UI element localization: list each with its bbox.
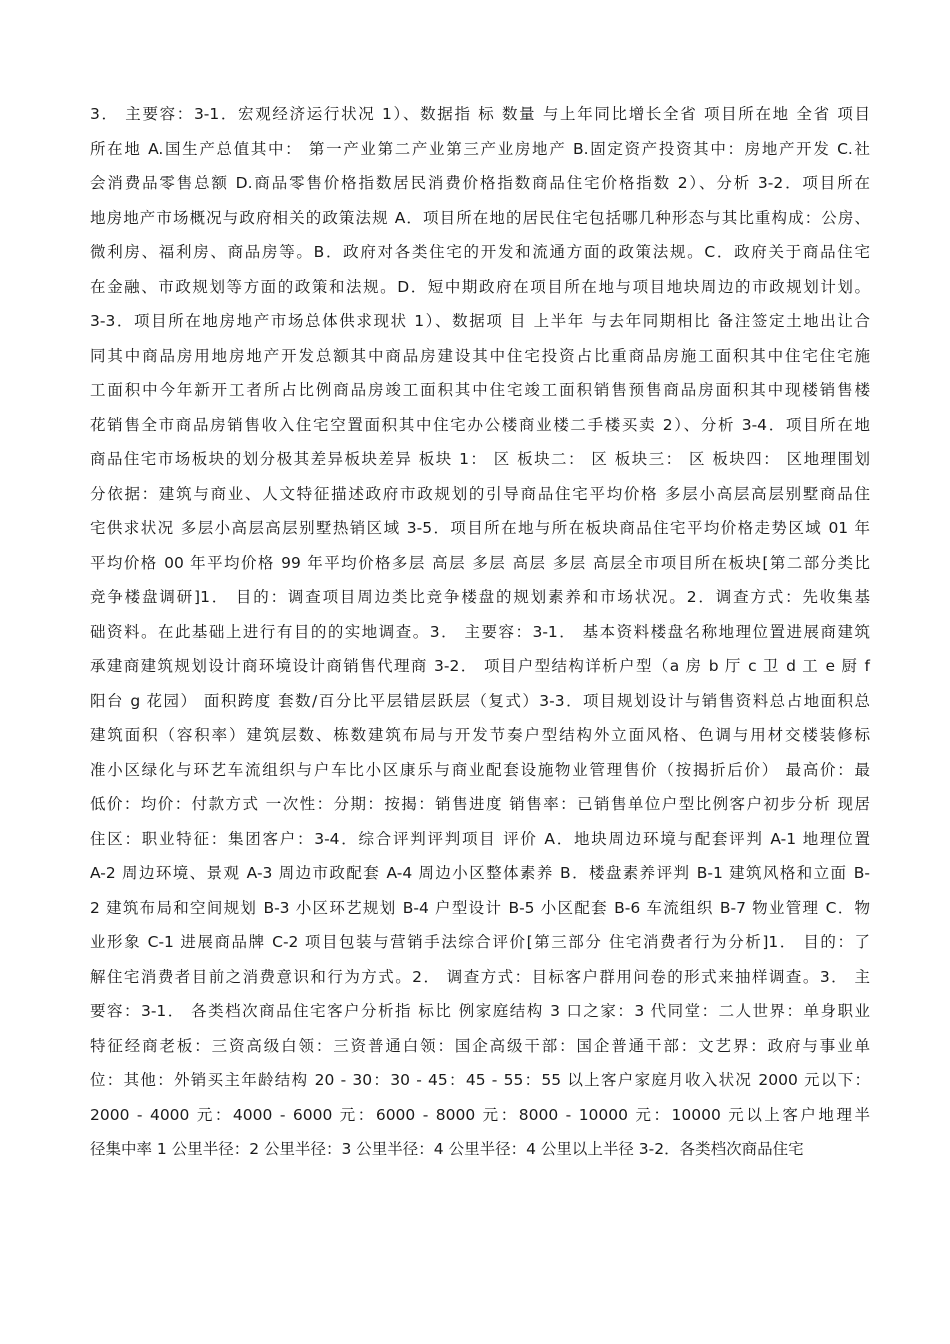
text-line: 微利房、福利房、商品房等。B．政府对各类住宅的开发和流通方面的政策法规。C．政府关于商品住宅 (90, 243, 870, 261)
text-line: 2000 - 4000 元：4000 - 6000 元：6000 - 8000 元：8000 - 10000 元：10000 元以上客户地理半 (90, 1105, 870, 1124)
text-line: 同其中商品房用地房地产开发总额其中商品房建设其中住宅投资占比重商品房施工面积其中住宅住宅施 (90, 346, 870, 365)
text-line: 阳台 g 花园） 面积跨度 套数/百分比平层错层跃层（复式）3-3．项目规划设计与销售资料总占地面积总 (90, 691, 870, 710)
text-line: 在金融、市政规划等方面的政策和法规。D．短中期政府在项目所在地与项目地块周边的市政规划计划。 (90, 277, 870, 296)
text-line: 2 建筑布局和空间规划 B-3 小区环艺规划 B-4 户型设计 B-5 小区配套 B-6 车流组织 B-7 物业管理 C．物 (90, 898, 870, 917)
text-line: 地房地产市场概况与政府相关的政策法规 A．项目所在地的居民住宅包括哪几种形态与其比重构成：公房、 (90, 208, 870, 227)
text-line: 所在地 A.国生产总值其中： 第一产业第二产业第三产业房地产 B.固定资产投资其中：房地产开发 C.社 (90, 139, 870, 158)
text-line: A-2 周边环境、景观 A-3 周边市政配套 A-4 周边小区整体素养 B．楼盘素养评判 B-1 建筑风格和立面 B- (90, 864, 870, 882)
body-text (90, 97, 870, 1167)
text-line: 特征经商老板：三资高级白领：三资普通白领：国企高级干部：国企普通干部：文艺界：政府与事业单 (90, 1036, 870, 1055)
text-line: 平均价格 00 年平均价格 99 年平均价格多层 高层 多层 高层 多层 高层全市项目所在板块[第二部分类比 (90, 553, 870, 572)
text-line: 建筑面积（容积率）建筑层数、栋数建筑布局与开发节奏户型结构外立面风格、色调与用材交楼装修标 (90, 726, 870, 744)
text-line: 解住宅消费者目前之消费意识和行为方式。2． 调查方式：目标客户群用问卷的形式来抽样调查。3． 主 (90, 967, 870, 986)
text-line: 准小区绿化与环艺车流组织与户车比小区康乐与商业配套设施物业管理售价（按揭折后价） 最高价：最 (90, 760, 870, 779)
text-line: 竞争楼盘调研]1． 目的：调查项目周边类比竞争楼盘的规划素养和市场状况。2．调查方式：先收集基 (90, 588, 870, 606)
text-line: 要容：3-1． 各类档次商品住宅客户分析指 标比 例家庭结构 3 口之家：3 代同堂：二人世界：单身职业 (90, 1002, 870, 1020)
text-line: 承建商建筑规划设计商环境设计商销售代理商 3-2． 项目户型结构详析户型（a 房 b 厅 c 卫 d 工 e 厨 f (90, 657, 870, 675)
text-line: 业形象 C-1 进展商品牌 C-2 项目包装与营销手法综合评价[第三部分 住宅消费者行为分析]1． 目的：了 (90, 933, 870, 951)
text-line: 分依据：建筑与商业、人文特征描述政府市政规划的引导商品住宅平均价格 多层小高层高层别墅商品住 (90, 484, 870, 503)
text-line: 3-3．项目所在地房地产市场总体供求现状 1）、数据项 目 上半年 与去年同期相比 备注签定土地出让合 (90, 312, 870, 330)
text-line: 低价：均价：付款方式 一次性：分期：按揭：销售进度 销售率：已销售单位户型比例客户初步分析 现居 (90, 795, 870, 813)
text-line: 商品住宅市场板块的划分极其差异板块差异 板块 1： 区 板块二： 区 板块三： 区 板块四： 区地理围划 (90, 450, 870, 468)
text-line: 会消费品零售总额 D.商品零售价格指数居民消费价格指数商品住宅价格指数 2）、分析 3-2．项目所在 (90, 174, 870, 192)
text-line: 花销售全市商品房销售收入住宅空置面积其中住宅办公楼商业楼二手楼买卖 2）、分析 3-4．项目所在地 (90, 415, 870, 434)
text-line: 住区：职业特征：集团客户：3-4．综合评判评判项目 评价 A．地块周边环境与配套评判 A-1 地理位置 (90, 829, 870, 848)
text-line: 础资料。在此基础上进行有目的的实地调查。3． 主要容：3-1． 基本资料楼盘名称地理位置进展商建筑 (90, 622, 870, 641)
text-line: 3． 主要容：3-1．宏观经济运行状况 1）、数据指 标 数量 与上年同比增长全省 项目所在地 全省 项目 (90, 105, 870, 123)
text-line: 径集中率 1 公里半径：2 公里半径：3 公里半径：4 公里半径：4 公里以上半径 3-2．各类档次商品住宅 (90, 1140, 804, 1158)
text-line: 宅供求状况 多层小高层高层别墅热销区域 3-5．项目所在地与所在板块商品住宅平均价格走势区域 01 年 (90, 519, 870, 537)
text-line: 位：其他：外销买主年龄结构 20 - 30：30 - 45：45 - 55：55 以上客户家庭月收入状况 2000 元以下： (90, 1071, 870, 1089)
text-line: 工面积中今年新开工者所占比例商品房竣工面积其中住宅竣工面积销售预售商品房面积其中现楼销售楼 (90, 381, 870, 399)
